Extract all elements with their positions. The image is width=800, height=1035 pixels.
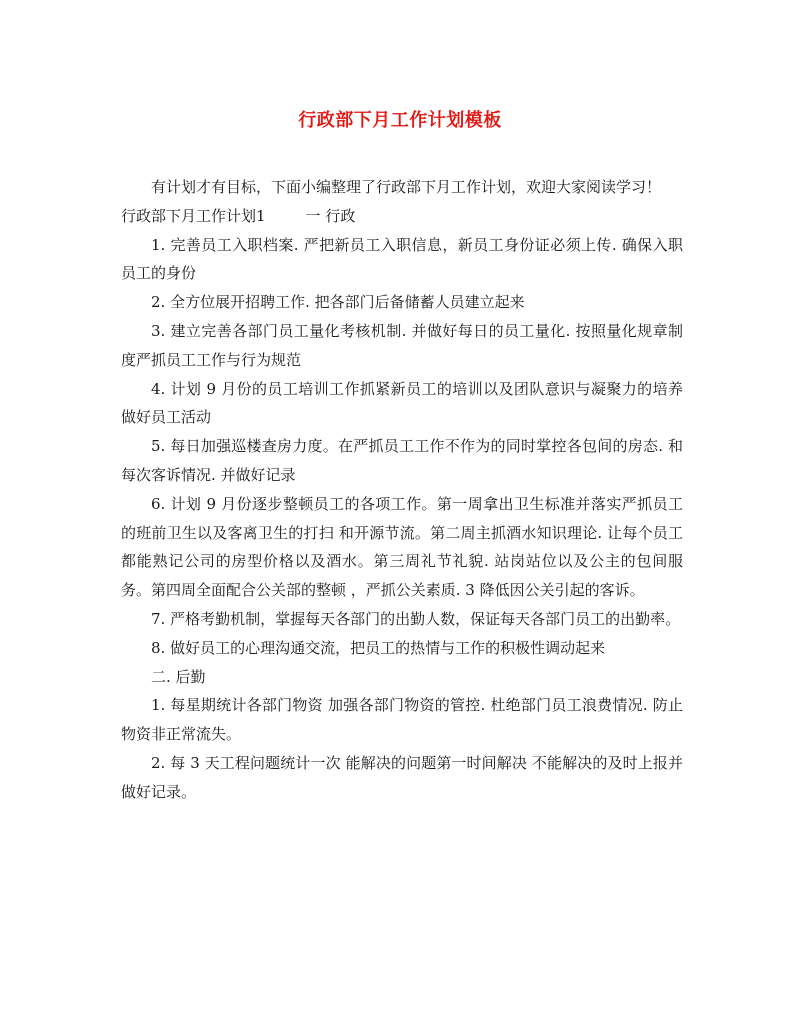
list-item: 1. 完善员工入职档案. 严把新员工入职信息，新员工身份证必须上传. 确保入职员工的身份 (121, 235, 683, 283)
plan-heading-line (121, 202, 683, 231)
plan-heading: 行政部下月工作计划1 (121, 206, 266, 225)
list-item: 4. 计划 9 月份的员工培训工作抓紧新员工的培训以及团队意识与凝聚力的培养 做好员工活动 (121, 379, 683, 427)
intro-paragraph: 有计划才有目标，下面小编整理了行政部下月工作计划，欢迎大家阅读学习！ (151, 178, 662, 196)
section-heading-admin: 一 行政 (305, 206, 356, 225)
list-item: 2. 全方位展开招聘工作. 把各部门后备储蓄人员建立起来 (151, 293, 525, 312)
list-item: 7. 严格考勤机制，掌握每天各部门的出勤人数，保证每天各部门员工的出勤率。 (151, 609, 681, 628)
list-item: 5. 每日加强巡楼查房力度。在严抓员工工作不作为的同时掌控各包间的房态. 和每次客诉情况. 并做好记录 (121, 437, 683, 484)
list-item: 2. 每 3 天工程问题统计一次 能解决的问题第一时间解决 不能解决的及时上报并做好记录。 (121, 753, 683, 801)
list-item: 6. 计划 9 月份逐步整顿员工的各项工作。第一周拿出卫生标准并落实严抓员工的班前卫生以及客离卫生的打扫 和开源节流。第二周主抓酒水知识理论. 让每个员工都能熟记公司的房型价格以及酒水。第三周礼节礼貌. 站岗站位以及公主的包间服务。第四周全面配合公关部的整顿 ，严抓公关素质. 3 降低因公关引起的客诉。 (121, 494, 683, 600)
document-title: 行政部下月工作计划模板 (298, 110, 502, 131)
list-item: 1. 每星期统计各部门物资 加强各部门物资的管控. 杜绝部门员工浪费情况. 防止物资非正常流失。 (121, 696, 683, 744)
list-item: 8. 做好员工的心理沟通交流，把员工的热情与工作的积极性调动起来 (151, 638, 606, 657)
section-heading-logistics: 二. 后勤 (151, 667, 206, 686)
document-body (121, 173, 683, 807)
list-item: 3. 建立完善各部门员工量化考核机制. 并做好每日的员工量化. 按照量化规章制度严抓员工工作与行为规范 (121, 321, 683, 369)
